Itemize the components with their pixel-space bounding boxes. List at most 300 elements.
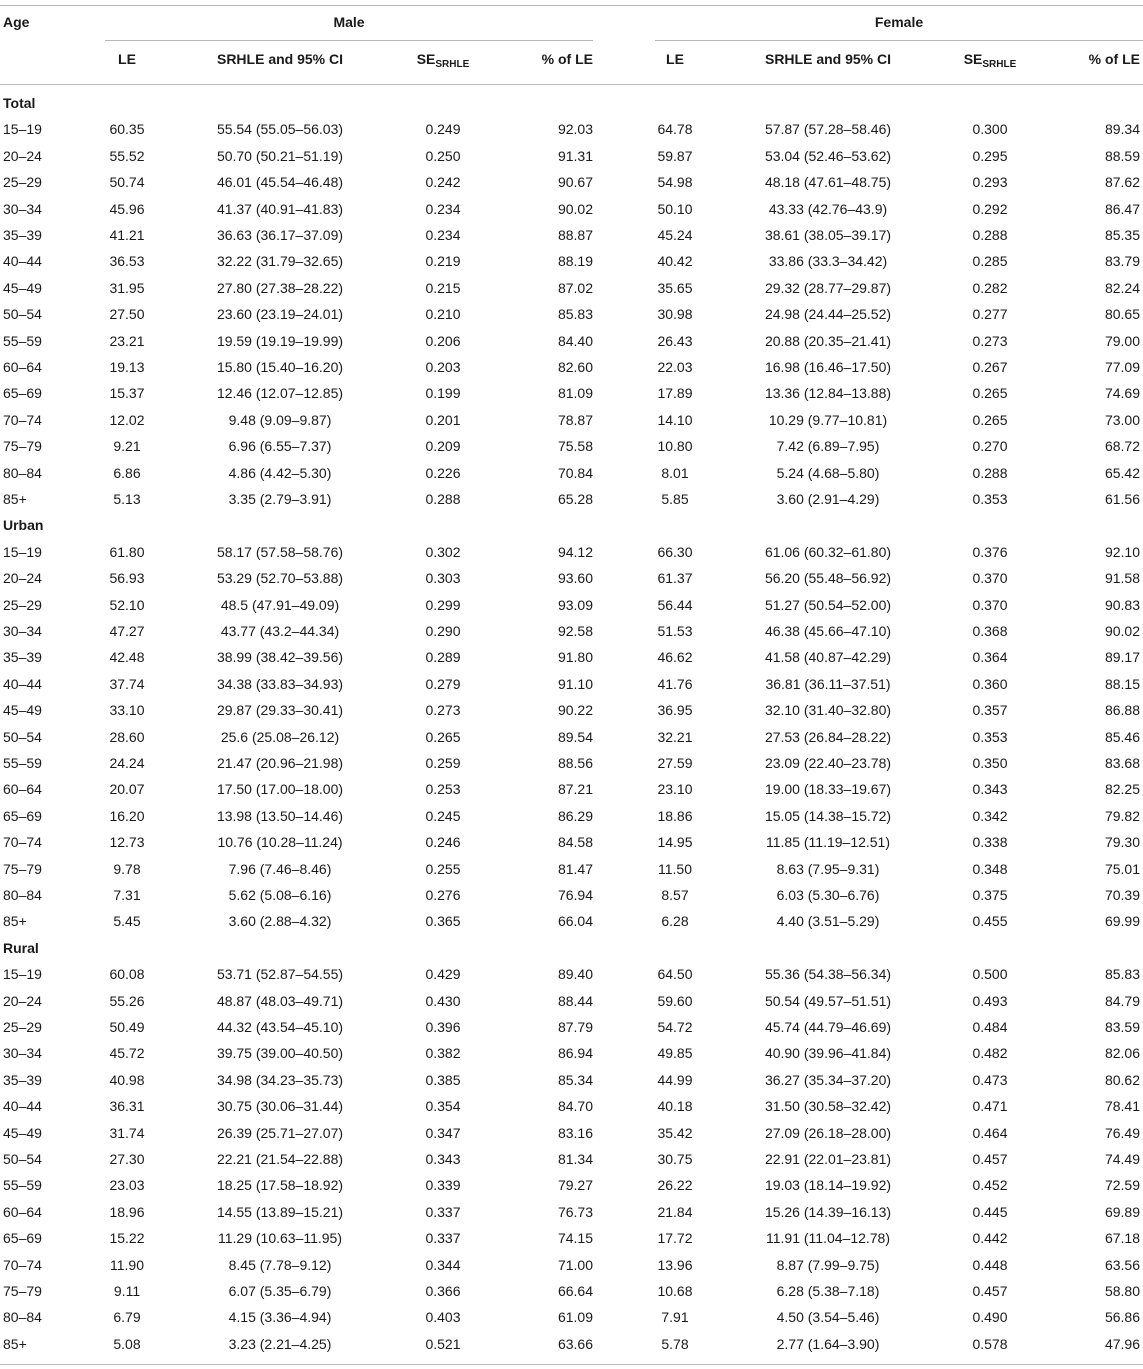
male-le-cell: 12.73 [109, 834, 145, 851]
female-srhle-cell: 4.40 (3.51–5.29) [776, 913, 880, 930]
male-srhle-cell: 48.5 (47.91–49.09) [220, 596, 340, 613]
female-se-cell: 0.292 [972, 200, 1008, 217]
female-le-cell: 27.59 [657, 755, 693, 771]
female-pct-cell: 76.49 [1104, 1124, 1140, 1141]
female-srhle-cell: 10.29 (9.77–10.81) [768, 411, 888, 428]
male-srhle-cell: 4.15 (3.36–4.94) [228, 1309, 332, 1326]
female-se-cell: 0.270 [972, 438, 1008, 455]
male-pct-cell: 84.58 [557, 834, 593, 851]
age-cell: 30–34 [3, 1045, 42, 1062]
age-cell: 40–44 [3, 253, 42, 270]
female-le-cell: 66.30 [657, 543, 693, 560]
female-srhle-cell: 32.10 (31.40–32.80) [764, 702, 892, 719]
age-cell: 40–44 [3, 1098, 42, 1115]
female-le-cell: 49.85 [657, 1045, 693, 1062]
male-le-cell: 45.96 [109, 200, 145, 217]
female-le-cell: 64.78 [657, 121, 693, 138]
female-srhle-cell: 33.86 (33.3–34.42) [768, 253, 888, 270]
female-srhle-cell: 16.98 (16.46–17.50) [764, 359, 892, 375]
age-cell: 75–79 [3, 1283, 42, 1299]
female-le-cell: 8.57 [661, 887, 689, 903]
female-srhle-cell: 15.26 (14.39–16.13) [764, 1203, 892, 1220]
age-cell: 45–49 [3, 1124, 42, 1141]
age-cell: 25–29 [3, 1019, 42, 1035]
age-cell: 25–29 [3, 174, 42, 191]
male-le-cell: 27.50 [109, 306, 145, 323]
age-cell: 50–54 [3, 1151, 42, 1167]
male-se-cell: 0.290 [425, 623, 461, 639]
female-se-header [940, 51, 1040, 73]
female-pct-cell: 84.79 [1104, 992, 1140, 1009]
female-se-cell: 0.360 [972, 675, 1008, 692]
female-pct-cell: 91.58 [1104, 570, 1140, 587]
female-le-cell: 10.68 [657, 1283, 693, 1299]
male-pct-cell: 89.54 [557, 728, 593, 745]
male-le-cell: 37.74 [109, 675, 145, 692]
female-se-cell: 0.348 [972, 860, 1008, 877]
female-srhle-cell: 50.54 (49.57–51.51) [764, 992, 892, 1009]
female-le-cell: 40.42 [657, 253, 693, 270]
male-se-cell: 0.303 [425, 570, 461, 587]
male-le-cell: 33.10 [109, 702, 145, 719]
male-le-cell: 55.52 [109, 147, 145, 164]
female-se-cell: 0.342 [972, 807, 1008, 824]
age-cell: 45–49 [3, 702, 42, 719]
male-se-cell: 0.246 [425, 834, 461, 851]
male-le-cell: 9.21 [113, 438, 141, 455]
female-le-cell: 14.95 [657, 834, 693, 851]
female-pct-cell: 83.79 [1104, 253, 1140, 270]
female-srhle-cell: 8.63 (7.95–9.31) [776, 860, 880, 877]
female-srhle-cell: 7.42 (6.89–7.95) [776, 438, 880, 455]
age-cell: 40–44 [3, 675, 42, 692]
female-group-header: Female [874, 14, 924, 30]
male-pct-cell: 74.15 [557, 1230, 593, 1247]
male-se-cell: 0.289 [425, 649, 461, 666]
male-group-rule [105, 40, 593, 41]
male-pct-cell: 93.60 [557, 570, 593, 587]
male-srhle-cell: 6.07 (5.35–6.79) [228, 1283, 332, 1299]
male-se-cell: 0.206 [425, 332, 461, 349]
female-se-cell: 0.273 [972, 332, 1008, 349]
age-cell: 35–39 [3, 1071, 42, 1088]
female-se-cell: 0.445 [972, 1203, 1008, 1220]
male-se-header [393, 51, 493, 73]
female-srhle-cell: 40.90 (39.96–41.84) [764, 1045, 892, 1062]
male-le-cell: 50.49 [109, 1019, 145, 1035]
age-cell: 60–64 [3, 359, 42, 375]
female-se-cell: 0.368 [972, 623, 1008, 639]
female-srhle-cell: 20.88 (20.35–21.41) [764, 332, 892, 349]
age-cell: 65–69 [3, 807, 42, 824]
age-cell: 70–74 [3, 834, 42, 851]
female-se-cell: 0.277 [972, 306, 1008, 323]
male-se-cell: 0.344 [425, 1256, 461, 1273]
male-se-cell: 0.201 [425, 411, 461, 428]
male-pct-cell: 79.27 [557, 1177, 593, 1194]
male-pct-cell: 85.83 [557, 306, 593, 323]
male-srhle-cell: 19.59 (19.19–19.99) [216, 332, 344, 349]
female-le-cell: 26.22 [657, 1177, 693, 1194]
female-pct-cell: 56.86 [1104, 1309, 1140, 1326]
male-pct-cell: 84.40 [557, 332, 593, 349]
male-se-cell: 0.382 [425, 1045, 461, 1062]
male-se-cell: 0.210 [425, 306, 461, 323]
male-se-cell: 0.299 [425, 596, 461, 613]
age-cell: 20–24 [3, 992, 42, 1009]
age-cell: 30–34 [3, 200, 42, 217]
female-pct-cell: 67.18 [1104, 1230, 1140, 1247]
male-se-cell: 0.273 [425, 702, 461, 719]
age-cell: 50–54 [3, 728, 42, 745]
male-le-cell: 18.96 [109, 1203, 145, 1220]
female-srhle-cell: 36.27 (35.34–37.20) [764, 1071, 892, 1088]
male-se-cell: 0.276 [425, 887, 461, 903]
male-srhle-cell: 26.39 (25.71–27.07) [216, 1124, 344, 1141]
female-se-cell: 0.293 [972, 174, 1008, 191]
female-le-cell: 13.96 [657, 1256, 693, 1273]
male-se-cell: 0.302 [425, 543, 461, 560]
female-srhle-cell: 8.87 (7.99–9.75) [776, 1256, 880, 1273]
male-le-cell: 27.30 [109, 1151, 145, 1167]
female-pct-cell: 69.99 [1104, 913, 1140, 930]
male-group-header: Male [333, 14, 365, 30]
male-pct-cell: 91.10 [557, 675, 593, 692]
female-srhle-cell: 23.09 (22.40–23.78) [764, 755, 892, 771]
female-le-cell: 44.99 [657, 1071, 693, 1088]
male-srhle-cell: 27.80 (27.38–28.22) [216, 279, 344, 296]
age-cell: 85+ [3, 913, 27, 930]
male-le-cell: 60.08 [109, 966, 145, 983]
female-se-cell: 0.343 [972, 781, 1008, 798]
male-pct-cell: 76.73 [557, 1203, 593, 1220]
age-cell: 15–19 [3, 543, 42, 560]
age-cell: 25–29 [3, 596, 42, 613]
female-pct-cell: 72.59 [1104, 1177, 1140, 1194]
male-le-cell: 11.90 [110, 1256, 144, 1273]
male-se-cell: 0.279 [425, 675, 461, 692]
male-srhle-cell: 6.96 (6.55–7.37) [228, 438, 332, 455]
male-se-cell: 0.339 [425, 1177, 461, 1194]
male-le-cell: 5.08 [113, 1335, 141, 1352]
age-cell: 30–34 [3, 623, 42, 639]
male-pct-cell: 89.40 [557, 966, 593, 983]
male-pct-cell: 86.29 [557, 807, 593, 824]
female-pct-cell: 83.68 [1104, 755, 1140, 771]
male-se-cell: 0.226 [425, 464, 461, 481]
male-le-cell: 23.21 [109, 332, 145, 349]
female-srhle-cell: 53.04 (52.46–53.62) [764, 147, 892, 164]
male-pct-cell: 93.09 [557, 596, 593, 613]
male-le-cell: 15.37 [109, 385, 145, 402]
male-srhle-cell: 29.87 (29.33–30.41) [216, 702, 344, 719]
female-pct-cell: 79.00 [1104, 332, 1140, 349]
female-pct-cell: 74.49 [1104, 1151, 1140, 1167]
female-le-cell: 46.62 [657, 649, 693, 666]
female-pct-cell: 89.34 [1104, 121, 1140, 138]
top-rule [0, 5, 1143, 6]
male-srhle-cell: 12.46 (12.07–12.85) [216, 385, 344, 402]
male-se-cell: 0.245 [425, 807, 461, 824]
female-se-cell: 0.464 [972, 1124, 1008, 1141]
age-cell: 75–79 [3, 438, 42, 455]
female-se-cell: 0.578 [972, 1335, 1008, 1352]
female-le-cell: 5.85 [661, 491, 689, 507]
female-pct-cell: 80.65 [1104, 306, 1140, 323]
female-pct-cell: 69.89 [1104, 1203, 1140, 1220]
male-se-cell: 0.385 [425, 1071, 461, 1088]
female-se-cell: 0.353 [972, 491, 1008, 507]
female-le-cell: 35.42 [657, 1124, 693, 1141]
female-se-cell: 0.288 [972, 227, 1008, 243]
male-le-cell: 47.27 [109, 623, 145, 639]
male-srhle-cell: 53.29 (52.70–53.88) [216, 570, 344, 587]
male-srhle-cell: 53.71 (52.87–54.55) [216, 966, 344, 983]
female-pct-cell: 75.01 [1104, 860, 1140, 877]
male-srhle-cell: 13.98 (13.50–14.46) [216, 807, 344, 824]
female-se-cell: 0.282 [972, 279, 1008, 296]
male-pct-cell: 87.21 [557, 781, 593, 798]
age-cell: 60–64 [3, 781, 42, 798]
male-pct-cell: 92.03 [557, 121, 593, 138]
male-pct-cell: 88.87 [557, 227, 593, 243]
male-le-cell: 36.53 [109, 253, 145, 270]
bottom-rule [0, 1364, 1143, 1365]
male-pct-cell: 88.44 [557, 992, 593, 1009]
male-srhle-cell: 58.17 (57.58–58.76) [216, 543, 344, 560]
female-le-cell: 51.53 [657, 623, 693, 639]
male-pct-cell: 90.67 [557, 174, 593, 191]
male-srhle-cell: 5.62 (5.08–6.16) [228, 887, 332, 903]
female-pct-cell: 90.83 [1104, 596, 1140, 613]
female-se-cell: 0.300 [972, 121, 1008, 138]
male-le-cell: 15.22 [109, 1230, 145, 1247]
male-le-cell: 50.74 [109, 174, 145, 191]
male-srhle-cell: 7.96 (7.46–8.46) [228, 860, 332, 877]
male-srhle-cell: 25.6 (25.08–26.12) [220, 728, 340, 745]
female-se-cell: 0.473 [972, 1071, 1008, 1088]
age-cell: 80–84 [3, 887, 42, 903]
female-se-cell: 0.370 [972, 570, 1008, 587]
female-pct-cell: 80.62 [1104, 1071, 1140, 1088]
age-cell: 75–79 [3, 860, 42, 877]
male-le-cell: 28.60 [109, 728, 145, 745]
female-se-cell: 0.500 [972, 966, 1008, 983]
female-pct-cell: 83.59 [1104, 1019, 1140, 1035]
male-se-cell: 0.337 [425, 1230, 461, 1247]
male-se-cell: 0.403 [425, 1309, 461, 1326]
female-pct-cell: 88.59 [1104, 147, 1140, 164]
male-le-cell: 36.31 [109, 1098, 145, 1115]
female-le-cell: 17.89 [657, 385, 693, 402]
female-pct-cell: 82.24 [1104, 279, 1140, 296]
female-pct-cell: 92.10 [1104, 543, 1140, 560]
male-srhle-cell: 36.63 (36.17–37.09) [216, 227, 344, 243]
male-se-cell: 0.203 [425, 359, 461, 375]
female-srhle-cell: 6.28 (5.38–7.18) [776, 1283, 880, 1299]
female-pct-cell: 77.09 [1104, 359, 1140, 375]
male-srhle-cell: 17.50 (17.00–18.00) [216, 781, 344, 798]
male-srhle-cell: 18.25 (17.58–18.92) [216, 1177, 344, 1194]
female-pct-cell: 86.88 [1104, 702, 1140, 719]
male-le-cell: 19.13 [109, 359, 145, 375]
female-le-cell: 40.18 [657, 1098, 693, 1115]
female-le-cell: 30.98 [657, 306, 693, 323]
male-pct-cell: 94.12 [557, 543, 593, 560]
male-se-cell: 0.288 [425, 491, 461, 507]
male-se-cell: 0.219 [425, 253, 461, 270]
male-pct-cell: 87.02 [557, 279, 593, 296]
female-le-cell: 56.44 [657, 596, 693, 613]
female-le-cell: 26.43 [657, 332, 693, 349]
male-pct-cell: 82.60 [557, 359, 593, 375]
female-srhle-cell: 11.85 (11.19–12.51) [765, 834, 891, 851]
female-srhle-cell: 6.03 (5.30–6.76) [776, 887, 880, 903]
header-bottom-rule [0, 84, 1143, 85]
female-se-cell: 0.353 [972, 728, 1008, 745]
male-se-cell: 0.215 [425, 279, 461, 296]
male-le-cell: 31.95 [109, 279, 145, 296]
male-pct-cell: 90.22 [557, 702, 593, 719]
female-srhle-cell: 48.18 (47.61–48.75) [764, 174, 892, 191]
section-header-rural: Rural [3, 939, 39, 956]
female-srhle-cell: 4.50 (3.54–5.46) [776, 1309, 880, 1326]
female-le-cell: 54.98 [657, 174, 693, 191]
male-pct-cell: 90.02 [557, 200, 593, 217]
female-srhle-cell: 29.32 (28.77–29.87) [764, 279, 892, 296]
male-se-cell: 0.265 [425, 728, 461, 745]
female-se-cell: 0.490 [972, 1309, 1008, 1326]
female-pct-cell: 68.72 [1104, 438, 1140, 455]
female-srhle-cell: 19.00 (18.33–19.67) [764, 781, 892, 798]
male-le-cell: 9.78 [113, 860, 141, 877]
male-srhle-cell: 11.29 (10.63–11.95) [217, 1230, 343, 1247]
male-srhle-cell: 8.45 (7.78–9.12) [228, 1256, 332, 1273]
male-se-cell: 0.521 [425, 1335, 461, 1352]
female-srhle-cell: 41.58 (40.87–42.29) [764, 649, 892, 666]
age-cell: 80–84 [3, 1309, 42, 1326]
female-le-cell: 7.91 [661, 1309, 689, 1326]
age-cell: 35–39 [3, 227, 42, 243]
female-srhle-cell: 27.53 (26.84–28.22) [764, 728, 892, 745]
age-cell: 50–54 [3, 306, 42, 323]
male-le-cell: 5.45 [113, 913, 141, 930]
male-se-cell: 0.199 [425, 385, 461, 402]
female-pct-cell: 73.00 [1104, 411, 1140, 428]
male-srhle-cell: 9.48 (9.09–9.87) [228, 411, 332, 428]
male-srhle-cell: 55.54 (55.05–56.03) [216, 121, 344, 138]
section-header-urban: Urban [3, 517, 44, 534]
age-cell: 35–39 [3, 649, 42, 666]
female-se-cell: 0.350 [972, 755, 1008, 771]
male-srhle-cell: 44.32 (43.54–45.10) [216, 1019, 344, 1035]
male-srhle-cell: 38.99 (38.42–39.56) [216, 649, 344, 666]
male-pct-cell: 81.34 [557, 1151, 593, 1167]
age-cell: 20–24 [3, 570, 42, 587]
male-srhle-cell: 14.55 (13.89–15.21) [216, 1203, 344, 1220]
male-pct-cell: 63.66 [557, 1335, 593, 1352]
age-cell: 55–59 [3, 332, 42, 349]
female-se-cell: 0.364 [972, 649, 1008, 666]
male-le-cell: 45.72 [109, 1045, 145, 1062]
age-cell: 60–64 [3, 1203, 42, 1220]
female-se-cell: 0.285 [972, 253, 1008, 270]
female-pct-cell: 79.30 [1104, 834, 1140, 851]
female-le-cell: 35.65 [657, 279, 693, 296]
female-pct-cell: 61.56 [1104, 491, 1140, 507]
female-srhle-cell: 15.05 (14.38–15.72) [764, 807, 892, 824]
male-se-cell: 0.242 [425, 174, 461, 191]
se-label: SE [416, 51, 436, 67]
male-se-cell: 0.259 [425, 755, 461, 771]
female-se-cell: 0.482 [972, 1045, 1008, 1062]
male-se-cell: 0.396 [425, 1019, 461, 1035]
female-le-cell: 6.28 [661, 913, 689, 930]
male-srhle-cell: 48.87 (48.03–49.71) [216, 992, 344, 1009]
female-srhle-cell: 3.60 (2.91–4.29) [776, 491, 880, 507]
female-le-cell: 8.01 [661, 464, 689, 481]
age-cell: 15–19 [3, 121, 42, 138]
male-pct-cell: 66.64 [557, 1283, 593, 1299]
se-subscript: SRHLE [982, 59, 1017, 70]
male-se-cell: 0.343 [425, 1151, 461, 1167]
female-pct-cell: 74.69 [1104, 385, 1140, 402]
female-pct-header: % of LE [1088, 51, 1140, 67]
male-srhle-cell: 3.35 (2.79–3.91) [228, 491, 332, 507]
female-le-cell: 21.84 [657, 1203, 693, 1220]
female-se-cell: 0.376 [972, 543, 1008, 560]
female-srhle-cell: 43.33 (42.76–43.9) [768, 200, 888, 217]
male-pct-cell: 65.28 [557, 491, 593, 507]
female-srhle-cell: 57.87 (57.28–58.46) [764, 121, 892, 138]
female-le-cell: 45.24 [657, 227, 693, 243]
female-srhle-cell: 24.98 (24.44–25.52) [764, 306, 892, 323]
male-le-cell: 20.07 [109, 781, 145, 798]
male-se-cell: 0.234 [425, 200, 461, 217]
female-se-cell: 0.471 [972, 1098, 1008, 1115]
male-srhle-cell: 34.38 (33.83–34.93) [216, 675, 344, 692]
male-pct-cell: 70.84 [557, 464, 593, 481]
age-cell: 55–59 [3, 755, 42, 771]
female-se-cell: 0.452 [972, 1177, 1008, 1194]
male-le-cell: 42.48 [109, 649, 145, 666]
female-srhle-cell: 51.27 (50.54–52.00) [764, 596, 892, 613]
female-se-cell: 0.267 [972, 359, 1008, 375]
male-pct-cell: 88.19 [557, 253, 593, 270]
male-pct-cell: 75.58 [557, 438, 593, 455]
female-se-cell: 0.448 [972, 1256, 1008, 1273]
female-se-cell: 0.457 [972, 1151, 1008, 1167]
male-pct-cell: 78.87 [557, 411, 593, 428]
male-se-cell: 0.429 [425, 966, 461, 983]
male-srhle-cell: 23.60 (23.19–24.01) [216, 306, 344, 323]
female-srhle-cell: 36.81 (36.11–37.51) [765, 675, 891, 692]
male-srhle-header: SRHLE and 95% CI [216, 51, 344, 67]
female-srhle-cell: 45.74 (44.79–46.69) [764, 1019, 892, 1035]
female-pct-cell: 88.15 [1104, 675, 1140, 692]
male-se-cell: 0.365 [425, 913, 461, 930]
female-se-cell: 0.455 [972, 913, 1008, 930]
female-le-cell: 22.03 [657, 359, 693, 375]
female-se-cell: 0.357 [972, 702, 1008, 719]
male-pct-cell: 81.09 [557, 385, 593, 402]
female-pct-cell: 47.96 [1104, 1335, 1140, 1352]
male-se-cell: 0.250 [425, 147, 461, 164]
male-le-cell: 61.80 [109, 543, 145, 560]
female-le-cell: 59.60 [657, 992, 693, 1009]
female-pct-cell: 85.46 [1104, 728, 1140, 745]
female-pct-cell: 70.39 [1104, 887, 1140, 903]
